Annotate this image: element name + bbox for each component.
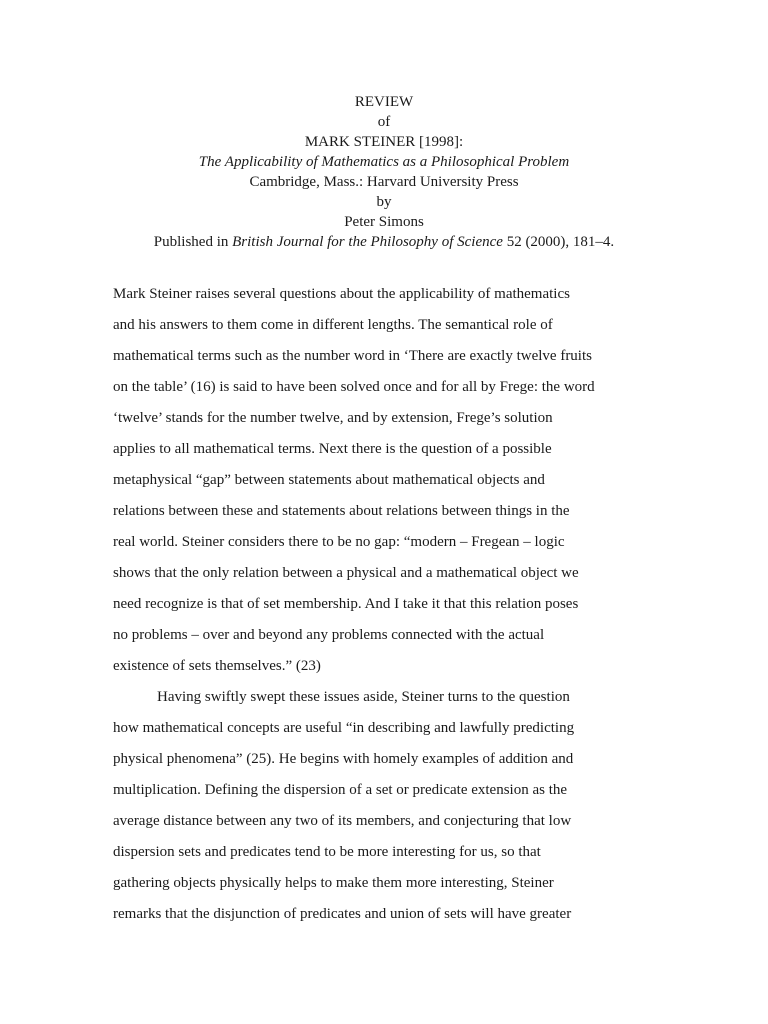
citation: 52 (2000), 181–4. (502, 234, 615, 250)
body-line: ‘twelve’ stands for the number twelve, and by extension, Frege’s solution (113, 410, 553, 426)
body-line: no problems – over and beyond any problems connected with the actual (113, 627, 545, 643)
body-line: on the table’ (16) is said to have been solved once and for all by Frege: the word (113, 379, 595, 395)
of-label: of (377, 114, 391, 130)
book-title: The Applicability of Mathematics as a Philosophical Problem (198, 154, 570, 170)
book-author: MARK STEINER [1998]: (304, 134, 464, 150)
body-line: remarks that the disjunction of predicates and union of sets will have greater (113, 906, 572, 922)
body-line: multiplication. Defining the dispersion of a set or predicate extension as the (113, 782, 568, 798)
body-line: and his answers to them come in different lengths. The semantical role of (113, 317, 553, 333)
body-line: mathematical terms such as the number word in ‘There are exactly twelve fruits (113, 348, 592, 364)
body-line: dispersion sets and predicates tend to be more interesting for us, so that (113, 844, 541, 860)
body-line: metaphysical “gap” between statements about mathematical objects and (113, 472, 545, 488)
body-line: existence of sets themselves.” (23) (113, 658, 321, 674)
review-label: REVIEW (354, 94, 414, 110)
review-header (0, 92, 768, 252)
body-line: physical phenomena” (25). He begins with homely examples of addition and (113, 751, 574, 767)
body-line: need recognize is that of set membership. And I take it that this relation poses (113, 596, 579, 612)
publisher: Cambridge, Mass.: Harvard University Press (249, 174, 519, 190)
body-line: shows that the only relation between a physical and a mathematical object we (113, 565, 579, 581)
review-body (113, 279, 638, 930)
body-line: relations between these and statements about relations between things in the (113, 503, 570, 519)
published-prefix: Published in (153, 234, 233, 250)
reviewer-name: Peter Simons (344, 214, 424, 230)
by-label: by (376, 194, 392, 210)
body-line: gathering objects physically helps to make them more interesting, Steiner (113, 875, 554, 891)
body-line: how mathematical concepts are useful “in describing and lawfully predicting (113, 720, 575, 736)
body-line: applies to all mathematical terms. Next there is the question of a possible (113, 441, 552, 457)
publication-info (0, 232, 768, 252)
journal-name: British Journal for the Philosophy of Science (232, 234, 503, 250)
body-line: real world. Steiner considers there to be no gap: “modern – Fregean – logic (113, 534, 565, 550)
body-line: Mark Steiner raises several questions about the applicability of mathematics (113, 286, 570, 302)
body-line: average distance between any two of its members, and conjecturing that low (113, 813, 572, 829)
body-line-paragraph-start: Having swiftly swept these issues aside, Steiner turns to the question (157, 689, 570, 705)
